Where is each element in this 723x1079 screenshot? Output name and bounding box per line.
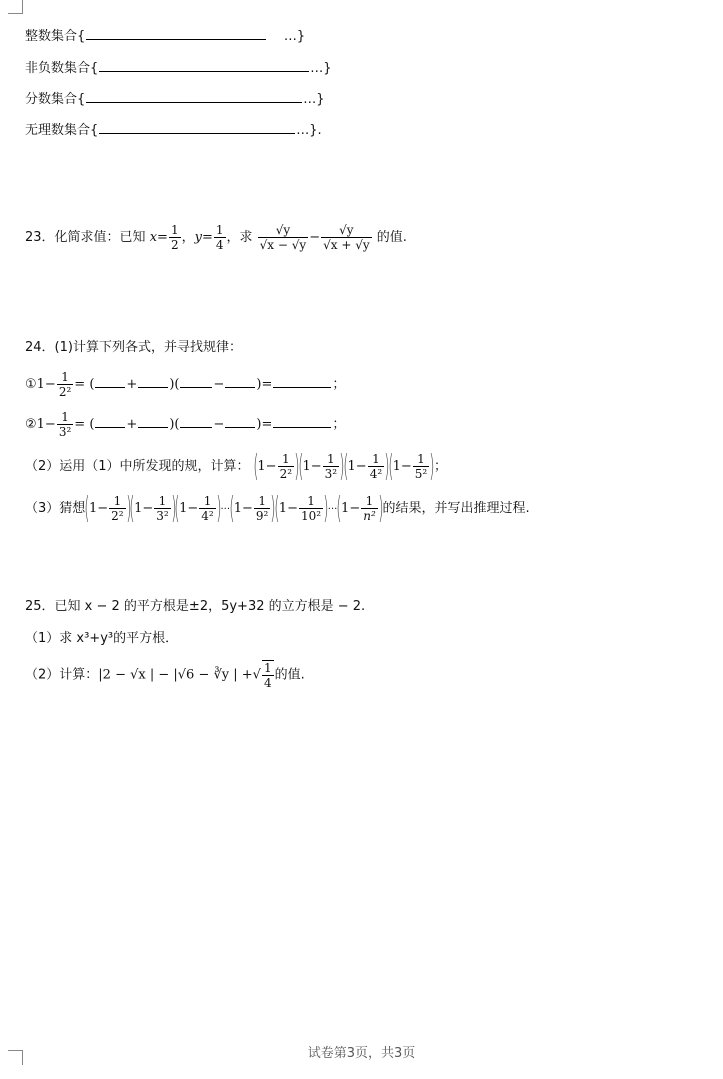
paren: ( bbox=[174, 377, 180, 392]
paren: ) bbox=[169, 377, 175, 392]
fraction-expr1: $\frac{√y}{√x - √y}$ bbox=[259, 223, 307, 252]
answer-blank[interactable] bbox=[86, 28, 266, 40]
fraction: $\frac{1}{\text{2²}}$ bbox=[279, 452, 293, 481]
paren: ) bbox=[294, 448, 300, 484]
answer-blank[interactable] bbox=[273, 416, 331, 428]
paren: ) bbox=[170, 490, 177, 526]
paren: ) bbox=[125, 490, 132, 526]
lead: 1− bbox=[233, 501, 253, 516]
paren: ( bbox=[84, 490, 90, 526]
lead: 1− bbox=[179, 501, 199, 516]
fraction: $\frac{1}{\text{3²}}$ bbox=[58, 410, 72, 439]
set-label: 分数集合{ bbox=[25, 92, 86, 107]
paren: ) bbox=[339, 448, 345, 484]
item-mark: ② bbox=[25, 417, 37, 432]
equals: = bbox=[261, 417, 273, 432]
paren: ( bbox=[252, 448, 259, 484]
equals: = bbox=[157, 230, 168, 245]
paren: ( bbox=[174, 417, 180, 432]
paren: ) bbox=[256, 377, 262, 392]
page-footer: 试卷第3页，共3页 bbox=[307, 1046, 416, 1061]
lead: 1− bbox=[347, 459, 367, 474]
set-line-irrationals bbox=[25, 122, 322, 139]
lead: 1− bbox=[392, 459, 412, 474]
set-end: …} bbox=[283, 29, 306, 44]
answer-blank[interactable] bbox=[180, 416, 212, 428]
lead: 1− bbox=[134, 501, 154, 516]
expression: |2 − √x | − |√6 − ∛y | + bbox=[98, 667, 253, 683]
paren: ) bbox=[169, 417, 175, 432]
equals: = bbox=[261, 377, 273, 392]
fraction: $\frac{1}{\text{9²}}$ bbox=[255, 494, 269, 523]
answer-blank[interactable] bbox=[138, 376, 168, 388]
fraction: $\frac{1}{\text{5²}}$ bbox=[414, 452, 428, 481]
answer-blank[interactable] bbox=[180, 376, 212, 388]
paren: ( bbox=[297, 448, 304, 484]
semicolon: ； bbox=[433, 459, 447, 474]
lead: 1− bbox=[36, 417, 56, 432]
part3-lead: （3）猜想 bbox=[25, 501, 86, 516]
set-label: 非负数集合{ bbox=[25, 61, 99, 76]
paren: ( bbox=[274, 490, 280, 526]
lead: 1− bbox=[257, 459, 277, 474]
answer-blank[interactable] bbox=[86, 91, 302, 103]
var-y: y bbox=[194, 230, 202, 245]
paren: ) bbox=[270, 490, 276, 526]
answer-blank[interactable] bbox=[99, 122, 295, 134]
fraction: $\frac{1}{\text{3²}}$ bbox=[324, 452, 338, 481]
paren: ) bbox=[215, 490, 222, 526]
question-24-item1 bbox=[25, 368, 345, 402]
fraction: $\frac{1}{\text{n²}}$ bbox=[363, 494, 376, 523]
page-corner-mark-top bbox=[8, 0, 23, 14]
set-end: …} bbox=[303, 92, 325, 107]
paren: ( bbox=[174, 490, 180, 526]
equals: = bbox=[201, 230, 213, 245]
answer-blank[interactable] bbox=[95, 376, 125, 388]
ellipsis: ··· bbox=[327, 504, 338, 515]
paren: ) bbox=[429, 448, 435, 484]
fraction: $\frac{1}{\text{4²}}$ bbox=[369, 452, 383, 481]
paren: ( bbox=[229, 490, 235, 526]
part2-lead: （2）运用（1）中所发现的规，计算： bbox=[25, 459, 250, 474]
part2-tail: 的值. bbox=[274, 667, 305, 683]
minus: − bbox=[213, 377, 225, 392]
lead: 1− bbox=[36, 377, 56, 392]
fraction: $\frac{1}{\text{2²}}$ bbox=[111, 494, 124, 523]
part2-lead: （2）计算： bbox=[25, 667, 99, 683]
paren: ( bbox=[388, 448, 394, 484]
sqrt-sign: √ bbox=[252, 667, 261, 683]
part3-tail: 的结果，并写出推理过程. bbox=[382, 501, 530, 516]
set-line-fractions bbox=[25, 91, 325, 108]
question-25-part2 bbox=[25, 660, 305, 691]
set-label: 整数集合{ bbox=[25, 29, 86, 44]
answer-blank[interactable] bbox=[225, 416, 255, 428]
set-line-integers bbox=[25, 28, 305, 45]
fraction-y: $\frac{1}{4}$ bbox=[215, 223, 224, 252]
question-25-title: 25．已知 x − 2 的平方根是±2，5y+32 的立方根是 − 2. bbox=[25, 599, 366, 614]
fraction: $\frac{1}{\text{2²}}$ bbox=[58, 370, 72, 399]
question-24-item2 bbox=[25, 408, 345, 442]
plus: + bbox=[126, 377, 138, 392]
semicolon: ； bbox=[332, 417, 346, 432]
answer-blank[interactable] bbox=[138, 416, 168, 428]
plus: + bbox=[126, 417, 138, 432]
q23-ask: ，求 bbox=[226, 230, 253, 245]
q23-tail: 的值. bbox=[376, 230, 407, 245]
paren: ( bbox=[89, 377, 95, 392]
lead: 1− bbox=[278, 501, 298, 516]
lead: 1− bbox=[89, 501, 109, 516]
comma: ， bbox=[181, 230, 195, 245]
answer-blank[interactable] bbox=[99, 60, 309, 72]
set-end: …} bbox=[310, 61, 332, 76]
question-24-part2 bbox=[25, 450, 447, 484]
fraction: $\frac{1}{\text{3²}}$ bbox=[156, 494, 169, 523]
equals: = bbox=[74, 377, 86, 392]
question-24-part3 bbox=[25, 492, 530, 527]
paren: ( bbox=[89, 417, 95, 432]
answer-blank[interactable] bbox=[225, 376, 255, 388]
paren: ) bbox=[377, 490, 384, 526]
lead: 1− bbox=[302, 459, 322, 474]
fraction: $\frac{1}{\text{4²}}$ bbox=[201, 494, 214, 523]
answer-blank[interactable] bbox=[273, 376, 331, 388]
lead: 1− bbox=[341, 501, 361, 516]
q23-lead: 23．化简求值：已知 bbox=[25, 230, 146, 245]
sqrt-fraction: $\frac{1}{4}$ bbox=[263, 661, 272, 690]
paren: ) bbox=[256, 417, 262, 432]
item-mark: ① bbox=[25, 377, 37, 392]
minus: − bbox=[309, 230, 321, 245]
set-line-nonnegative bbox=[25, 60, 332, 77]
paren: ) bbox=[323, 490, 329, 526]
var-x: x bbox=[149, 230, 158, 245]
answer-blank[interactable] bbox=[95, 416, 125, 428]
set-label: 无理数集合{ bbox=[25, 123, 99, 138]
minus: − bbox=[213, 417, 225, 432]
paren: ( bbox=[336, 490, 342, 526]
fraction-expr2: $\frac{√y}{√x + √y}$ bbox=[323, 223, 370, 252]
fraction: $\frac{1}{\text{10²}}$ bbox=[300, 494, 322, 523]
set-end: …}. bbox=[296, 123, 322, 138]
paren: ) bbox=[384, 448, 390, 484]
semicolon: ； bbox=[332, 377, 346, 392]
ellipsis: ··· bbox=[220, 504, 231, 515]
paren: ( bbox=[343, 448, 349, 484]
question-25-part1: （1）求 x³+y³的平方根． bbox=[25, 631, 179, 646]
question-24-title: 24．(1)计算下列各式，并寻找规律： bbox=[25, 340, 242, 355]
fraction-x: $\frac{1}{2}$ bbox=[170, 223, 179, 252]
paren: ( bbox=[129, 490, 135, 526]
question-23 bbox=[25, 220, 407, 256]
equals: = bbox=[74, 417, 86, 432]
